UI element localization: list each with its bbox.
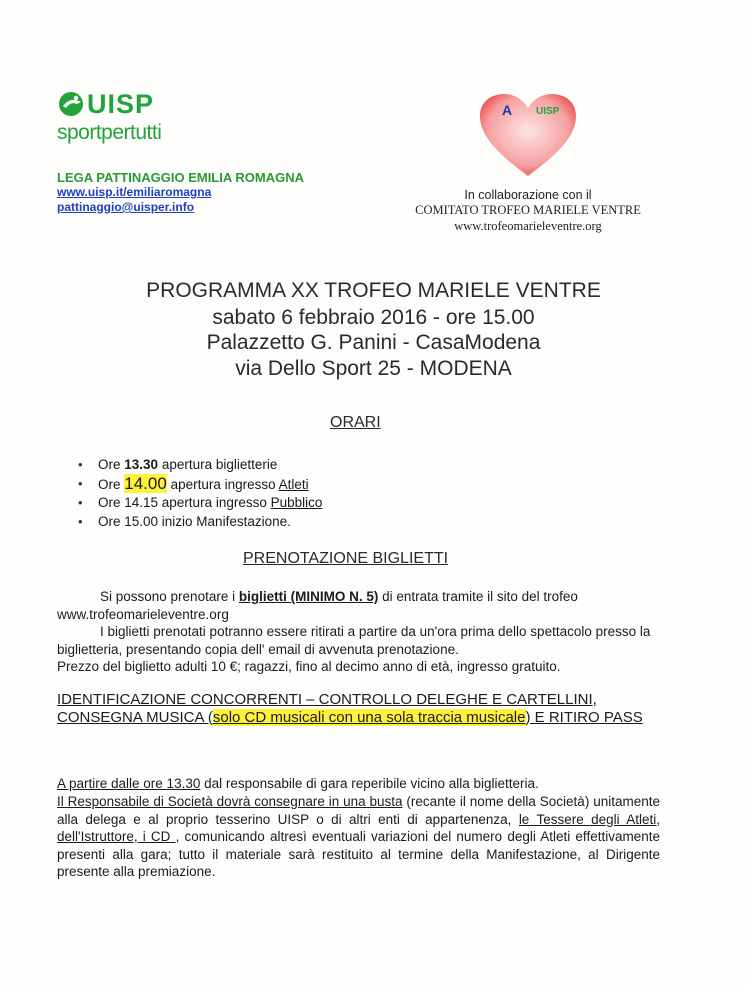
org-name: LEGA PATTINAGGIO EMILIA ROMAGNA (57, 170, 304, 185)
collab-intro: In collaborazione con il (464, 188, 592, 202)
prenotazione-p2: I biglietti prenotati potranno essere ritirati a partire da un'ora prima dello spettacolo presso la biglietteria, presentando copia dell' email di avvenuta prenotazione. (57, 624, 651, 657)
website-link[interactable]: www.uisp.it/emiliaromagna (57, 185, 212, 199)
list-item: • Ore 14.00 apertura ingresso Atleti (78, 474, 322, 493)
title-line-2: sabato 6 febbraio 2016 - ore 15.00 (212, 306, 535, 329)
list-item: • Ore 15.00 inizio Manifestazione. (78, 512, 322, 531)
uisp-logo (57, 90, 192, 160)
heart-logo-a: A (502, 102, 513, 118)
identificazione-heading: IDENTIFICAZIONE CONCORRENTI – CONTROLLO DELEGHE E CARTELLINI, CONSEGNA MUSICA (solo CD musicali con una sola traccia musicale) E RITIRO PASS (57, 691, 643, 726)
logo-tagline: sportpertutti (57, 121, 162, 144)
title-line-4: via Dello Sport 25 - MODENA (235, 357, 512, 380)
list-item: • Ore 13.30 apertura biglietterie (78, 455, 322, 474)
uisp-runner-icon (57, 90, 87, 118)
prenotazione-p3: Prezzo del biglietto adulti 10 €; ragazzi, fino al decimo anno di età, ingresso gratuito. (57, 659, 561, 674)
heart-logo (478, 92, 578, 178)
collab-site: www.trofeomarieleventre.org (454, 219, 602, 233)
collab-name: COMITATO TROFEO MARIELE VENTRE (415, 203, 641, 217)
list-item: • Ore 14.15 apertura ingresso Pubblico (78, 493, 322, 512)
orari-list (78, 455, 322, 531)
title-line-3: Palazzetto G. Panini - CasaModena (206, 331, 541, 354)
title-line-1: PROGRAMMA XX TROFEO MARIELE VENTRE (146, 279, 601, 302)
orari-heading: ORARI (330, 414, 381, 431)
heart-logo-uisp: UISP (536, 106, 560, 117)
prenotazione-heading: PRENOTAZIONE BIGLIETTI (243, 550, 449, 567)
prenotazione-p1: Si possono prenotare i biglietti (MINIMO N. 5) di entrata tramite il sito del trofeo www.trofeomarieleventre.org (57, 589, 578, 622)
email-link[interactable]: pattinaggio@uisper.info (57, 200, 195, 214)
logo-text: UISP (87, 89, 155, 119)
heart-logo-icon (478, 92, 578, 178)
identificazione-p2: Il Responsabile di Società dovrà consegnare in una busta (recante il nome della Società) unitamente alla delega e al proprio tesserino UISP o di altri enti di appartenenza, le Tessere degli Atleti, dell'Istruttore, i CD , comunicando altresì eventuali variazioni del numero degli Atleti effettivamente presenti alla gara; tutto il materiale sarà restituito al termine della Manifestazione, al Dirigente presente alla premiazione. (57, 794, 660, 879)
identificazione-p1: A partire dalle ore 13.30 dal responsabile di gara reperibile vicino alla biglietteria. (57, 776, 539, 791)
